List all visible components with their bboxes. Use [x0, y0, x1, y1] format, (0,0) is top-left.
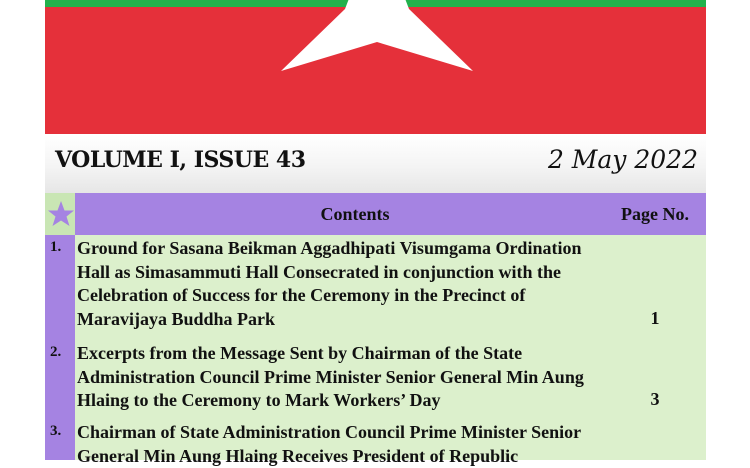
contents-heading: Contents	[320, 204, 390, 224]
item-page: 1	[650, 308, 660, 328]
toc-header-row	[45, 193, 706, 235]
star-cell	[45, 193, 75, 235]
issue-header	[45, 135, 706, 193]
item-number: 1.	[50, 239, 62, 255]
flag-star-icon	[45, 0, 706, 134]
item-title[interactable]: Chairman of State Administration Council Prime Minister Senior General Min Aung Hlaing Receives President of Republic	[77, 422, 581, 466]
star-icon	[47, 200, 75, 228]
issue-date: 2 May 2022	[547, 145, 698, 174]
item-number: 2.	[50, 344, 62, 360]
page-no-heading: Page No.	[621, 204, 689, 224]
item-title[interactable]: Ground for Sasana Beikman Aggadhipati Visumgama Ordination Hall as Simasammuti Hall Consecrated in conjunction with the Celebration of Success for the Ceremony in the Precinct of Maravijaya Buddha Park	[77, 238, 582, 329]
flag-banner	[45, 0, 706, 134]
item-page: 3	[650, 389, 660, 409]
volume-issue: VOLUME I, ISSUE 43	[55, 147, 306, 173]
item-title[interactable]: Excerpts from the Message Sent by Chairman of the State Administration Council Prime Minister Senior General Min Aung Hlaing to the Ceremony to Mark Workers’ Day	[77, 343, 584, 410]
table-of-contents	[45, 193, 706, 466]
item-number: 3.	[50, 423, 62, 439]
